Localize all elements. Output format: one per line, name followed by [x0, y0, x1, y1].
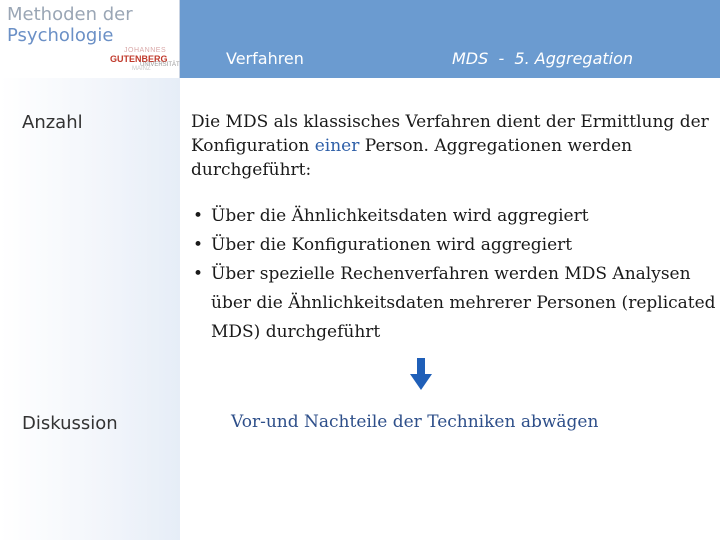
bullet-icon: • — [193, 206, 204, 226]
university-logo-sub: UNIVERSITÄT — [140, 62, 180, 68]
bullet-icon: • — [193, 235, 204, 255]
university-logo-city: MAINZ — [132, 66, 151, 72]
conclusion-text: Vor-und Nachteile der Techniken abwägen — [231, 412, 599, 432]
university-logo-top: JOHANNES — [124, 47, 167, 54]
course-title-line1: Methoden der — [7, 4, 133, 25]
course-title — [7, 4, 133, 46]
header-bar — [180, 0, 720, 78]
intro-text-before: Die MDS als klassisches Verfahren dient der Ermittlung der Konfiguration — [191, 112, 709, 156]
list-item — [191, 231, 716, 260]
list-item — [191, 202, 716, 231]
arrow-down-icon — [410, 358, 432, 390]
logo-area — [0, 0, 180, 78]
slide-title: MDS - 5. Aggregation — [452, 49, 634, 68]
intro-text-after: Person. Aggregationen werden durchgeführt: — [191, 136, 633, 180]
list-item — [191, 260, 716, 347]
list-item-text: Über die Ähnlichkeitsdaten wird aggregiert — [211, 206, 589, 226]
sidebar — [0, 0, 180, 540]
university-logo-name: GUTENBERG — [110, 54, 168, 64]
university-logo — [110, 47, 180, 75]
sidebar-label-anzahl: Anzahl — [22, 112, 83, 133]
bullet-list — [191, 202, 716, 347]
course-title-line2: Psychologie — [7, 25, 114, 46]
list-item-text: Über die Konfigurationen wird aggregiert — [211, 235, 573, 255]
list-item-text: Über spezielle Rechenverfahren werden MDS Analysen über die Ähnlichkeitsdaten mehrerer Personen (replicated MDS) durchgeführt — [211, 264, 716, 342]
bullet-icon: • — [193, 264, 204, 284]
section-title: Verfahren — [226, 49, 304, 68]
intro-paragraph — [191, 110, 711, 182]
intro-highlight: einer — [314, 136, 360, 156]
sidebar-label-diskussion: Diskussion — [22, 413, 118, 434]
